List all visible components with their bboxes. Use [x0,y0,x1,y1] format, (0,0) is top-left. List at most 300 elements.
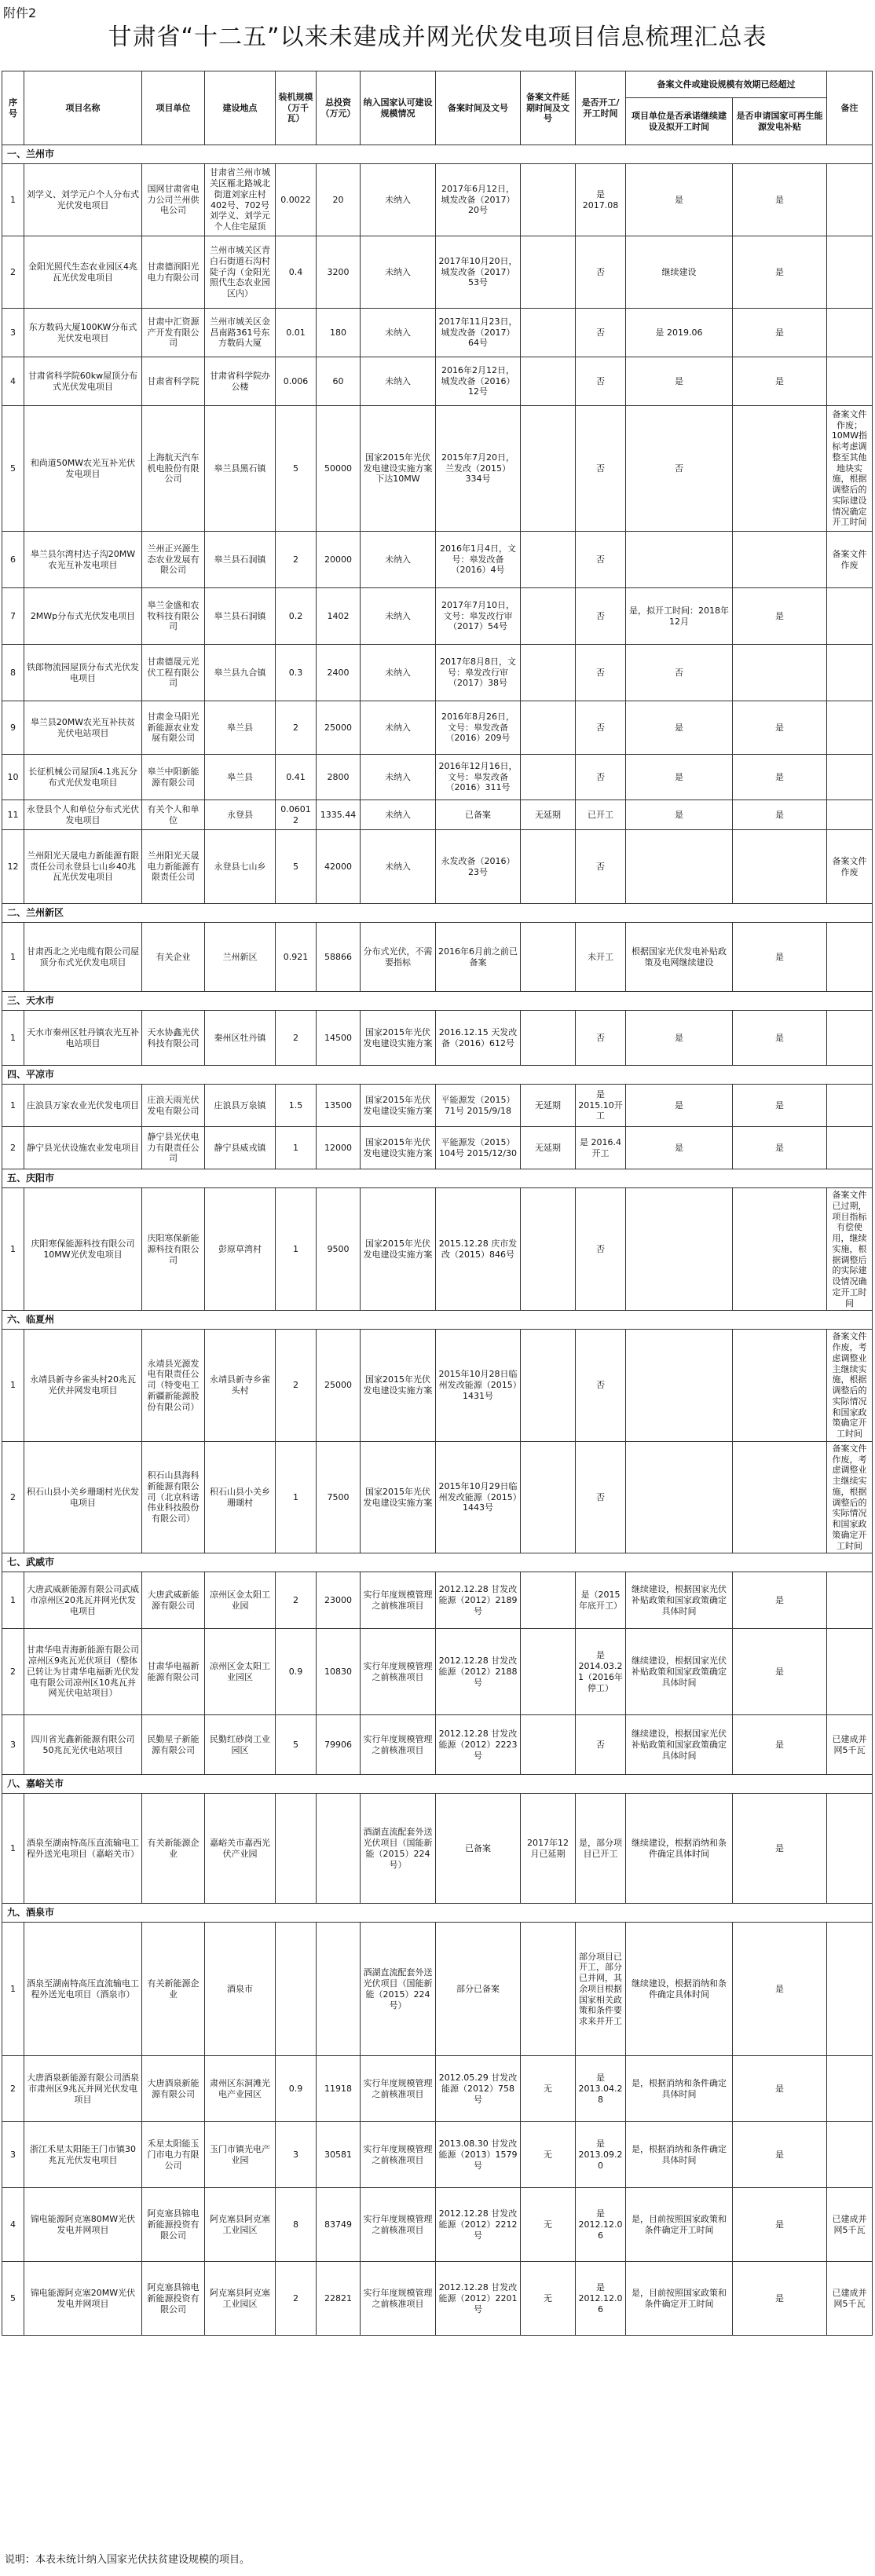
table-row [2,236,873,309]
header-remark: 备注 [827,71,873,145]
cell-location: 肃州区东洞滩光电产业园区 [205,2056,276,2122]
cell-started: 否 [576,236,626,309]
cell-location: 皋兰县 [205,701,276,755]
cell-no: 3 [2,309,24,357]
cell-no: 11 [2,800,24,830]
cell-investment: 58866 [317,923,361,992]
cell-location: 甘肃省科学院办公楼 [205,357,276,406]
cell-company: 兰州正兴源生态农业发展有限公司 [142,532,205,588]
cell-remark [827,236,873,309]
cell-cont: 继续建设，根据消纳和条件确定具体时间 [626,1794,733,1904]
cell-company: 甘肃省科学院 [142,357,205,406]
cell-filing: 2012.12.28 甘发改能源（2012）2223号 [436,1715,521,1775]
cell-subsidy: 是 [733,701,827,755]
cell-remark: 备案文件作废，考虑调整业主继续实施，根据调整后的实际情况和国家政策确定开工时间 [827,1441,873,1553]
cell-included: 国家2015年光伏发电建设实施方案 [361,1441,436,1553]
cell-extension [521,1923,576,2056]
cell-name: 皋兰县20MW农光互补扶贫光伏电站项目 [24,701,142,755]
cell-cont: 是，目前按照国家政策和条件确定开工时间 [626,2262,733,2336]
cell-investment: 30581 [317,2122,361,2188]
cell-investment: 1402 [317,588,361,645]
cell-subsidy: 是 [733,2262,827,2336]
cell-subsidy: 是 [733,588,827,645]
cell-capacity: 0.0022 [276,164,317,236]
cell-extension [521,701,576,755]
cell-cont: 继续建设 [626,236,733,309]
cell-cont: 是 [626,357,733,406]
cell-subsidy: 是 [733,1572,827,1629]
cell-company: 民勤星子新能源有限公司 [142,1715,205,1775]
cell-no: 1 [2,1794,24,1904]
section-title: 三、天水市 [2,992,873,1011]
cell-name: 浙江禾星太阳能王门市镇30兆瓦光伏发电项目 [24,2122,142,2188]
cell-started: 是（2015年底开工） [576,1572,626,1629]
cell-subsidy: 是 [733,1085,827,1127]
cell-investment: 11918 [317,2056,361,2122]
table-row [2,532,873,588]
cell-extension: 无 [521,2122,576,2188]
cell-capacity: 0.9 [276,2056,317,2122]
cell-name: 长征机械公司屋顶4.1兆瓦分布式光伏发电项目 [24,755,142,800]
table-row [2,701,873,755]
cell-started: 未开工 [576,923,626,992]
cell-included: 国家2015年光伏发电建设实施方案 [361,1011,436,1066]
cell-no: 1 [2,1572,24,1629]
cell-company: 国网甘肃省电力公司兰州供电公司 [142,164,205,236]
cell-no: 5 [2,406,24,532]
cell-remark [827,1923,873,2056]
cell-subsidy [733,645,827,701]
cell-capacity: 1 [276,1188,317,1311]
cell-filing: 2016年6月前之前已备案 [436,923,521,992]
cell-filing: 2012.12.28 甘发改能源（2012）2201号 [436,2262,521,2336]
cell-remark: 备案文件作废，考虑调整业主继续实施，根据调整后的实际情况和国家政策确定开工时间 [827,1330,873,1442]
cell-location: 兰州市城关区青白石街道石沟村陡子沟（金阳光照代生态农业园区内） [205,236,276,309]
cell-cont: 是，目前按照国家政策和条件确定开工时间 [626,2188,733,2262]
cell-name: 永登县个人和单位分布式光伏发电项目 [24,800,142,830]
cell-capacity: 3 [276,2122,317,2188]
cell-included: 未纳入 [361,755,436,800]
cell-remark [827,755,873,800]
cell-included: 未纳入 [361,164,436,236]
cell-started: 否 [576,755,626,800]
cell-included: 未纳入 [361,830,436,904]
cell-investment [317,1794,361,1904]
cell-filing: 2017年11月23日，城发改备（2017）64号 [436,309,521,357]
table-row [2,2262,873,2336]
cell-subsidy: 是 [733,923,827,992]
cell-extension: 无 [521,2056,576,2122]
cell-no: 4 [2,2188,24,2262]
cell-location: 凉州区金太阳工业园区 [205,1629,276,1715]
cell-investment: 14500 [317,1011,361,1066]
cell-cont: 继续建设，根据消纳和条件确定具体时间 [626,1923,733,2056]
cell-investment: 25000 [317,701,361,755]
cell-investment: 25000 [317,1330,361,1442]
cell-started: 否 [576,645,626,701]
cell-extension [521,923,576,992]
cell-started: 是2012.12.06 [576,2262,626,2336]
cell-filing: 2015年10月28日临州发改能源（2015）1431号 [436,1330,521,1442]
cell-capacity: 2 [276,1011,317,1066]
cell-remark [827,701,873,755]
cell-cont: 是 [626,1011,733,1066]
cell-no: 1 [2,1923,24,2056]
cell-remark [827,1629,873,1715]
cell-capacity: 0.01 [276,309,317,357]
page-title: 甘肃省“十二五”以来未建成并网光伏发电项目信息梳理汇总表 [108,24,767,51]
cell-investment: 10830 [317,1629,361,1715]
cell-capacity: 5 [276,830,317,904]
cell-extension [521,830,576,904]
cell-filing: 2017年10月20日，城发改备（2017）53号 [436,236,521,309]
cell-name: 甘肃华电青海新能源有限公司凉州区9兆瓦光伏项目（整体已转让为甘肃华电福新光伏发电有限公司凉州区10兆瓦并网光伏电站项目） [24,1629,142,1715]
cell-no: 8 [2,645,24,701]
cell-location: 凉州区金太阳工业园 [205,1572,276,1629]
cell-company: 大唐武威新能源有限公司 [142,1572,205,1629]
cell-remark: 已建成并网5千瓦 [827,1715,873,1775]
header-continue: 项目单位是否承诺继续建设及拟开工时间 [626,98,733,145]
cell-filing: 2015.12.28 庆市发改（2015）846号 [436,1188,521,1311]
cell-started: 否 [576,1715,626,1775]
cell-investment: 22821 [317,2262,361,2336]
cell-name: 积石山县小关乡珊瑚村光伏发电项目 [24,1441,142,1553]
cell-included: 实行年度规模管理之前核准项目 [361,1629,436,1715]
cell-investment: 12000 [317,1127,361,1169]
cell-remark: 备案文件作废 [827,830,873,904]
table-row [2,1629,873,1715]
cell-extension [521,1572,576,1629]
cell-no: 2 [2,1127,24,1169]
cell-location: 永登县 [205,800,276,830]
table-row [2,1923,873,2056]
cell-company: 静宁县光伏电力有限责任公司 [142,1127,205,1169]
cell-name: 永靖县新寺乡雀头村20兆瓦光伏并网发电项目 [24,1330,142,1442]
cell-remark [827,1085,873,1127]
cell-company: 兰州阳光天晟电力新能源有限责任公司 [142,830,205,904]
cell-extension [521,164,576,236]
project-table [2,71,873,2336]
cell-cont: 否 [626,406,733,532]
cell-capacity: 0.41 [276,755,317,800]
cell-started: 是2013.09.20 [576,2122,626,2188]
cell-no: 2 [2,2056,24,2122]
header-company: 项目单位 [142,71,205,145]
cell-subsidy: 是 [733,1923,827,2056]
section-header-row [2,1066,873,1085]
cell-location: 积石山县小关乡珊瑚村 [205,1441,276,1553]
cell-extension [521,645,576,701]
cell-extension [521,1011,576,1066]
cell-company: 庆阳寒保新能源科技有限公司 [142,1188,205,1311]
table-row [2,1715,873,1775]
cell-filing: 2012.05.29 甘发改能源（2012）758号 [436,2056,521,2122]
section-header-row [2,1553,873,1572]
table-row [2,309,873,357]
cell-investment: 79906 [317,1715,361,1775]
cell-cont: 根据国家光伏发电补贴政策及电网继续建设 [626,923,733,992]
cell-remark: 备案文件作废；10MW指标考虑调整至其他地块实施，根据调整后的实际建设情况确定开工时间 [827,406,873,532]
cell-no: 1 [2,1188,24,1311]
cell-remark: 已建成并网5千瓦 [827,2262,873,2336]
cell-started: 否 [576,1441,626,1553]
cell-location: 兰州市城关区金昌南路361号东方数码大厦 [205,309,276,357]
cell-location: 皋兰县黑石镇 [205,406,276,532]
cell-no: 1 [2,923,24,992]
table-row [2,1572,873,1629]
cell-included: 酒湖直流配套外送光伏项目（国能新能（2015）224号） [361,1923,436,2056]
cell-started: 否 [576,309,626,357]
cell-subsidy: 是 [733,2056,827,2122]
cell-location: 皋兰县石洞镇 [205,588,276,645]
cell-no: 2 [2,1441,24,1553]
cell-extension [521,309,576,357]
cell-remark [827,164,873,236]
cell-investment: 1335.44 [317,800,361,830]
table-row [2,800,873,830]
cell-included: 未纳入 [361,588,436,645]
cell-started: 否 [576,1330,626,1442]
cell-filing: 2012.12.28 甘发改能源（2012）2212号 [436,2188,521,2262]
cell-company: 皋兰中阳新能源有限公司 [142,755,205,800]
table-row [2,755,873,800]
cell-name: 铁郎物流园屋顶分布式光伏发电项目 [24,645,142,701]
cell-no: 4 [2,357,24,406]
cell-cont: 是 [626,1127,733,1169]
cell-subsidy [733,830,827,904]
cell-location: 民勤红砂岗工业园区 [205,1715,276,1775]
cell-started: 否 [576,532,626,588]
cell-no: 2 [2,1629,24,1715]
cell-started: 否 [576,1188,626,1311]
cell-remark [827,1794,873,1904]
cell-extension [521,588,576,645]
cell-name: 锦电能源阿克塞80MW光伏发电并网项目 [24,2188,142,2262]
cell-company: 庄浪天雨光伏发电有限公司 [142,1085,205,1127]
cell-subsidy: 是 [733,236,827,309]
cell-cont: 是 [626,164,733,236]
cell-capacity: 8 [276,2188,317,2262]
cell-started: 是 2016.4开工 [576,1127,626,1169]
cell-location: 皋兰县 [205,755,276,800]
header-extension: 备案文件延期时间及文号 [521,71,576,145]
cell-filing: 2013.08.30 甘发改能源（2013）1579号 [436,2122,521,2188]
cell-no: 3 [2,2122,24,2188]
section-header-row [2,145,873,164]
cell-started: 是 2014.03.21（2016年停工） [576,1629,626,1715]
cell-extension [521,1330,576,1442]
cell-filing: 2012.12.28 甘发改能源（2012）2189号 [436,1572,521,1629]
cell-location: 兰州新区 [205,923,276,992]
cell-remark [827,1127,873,1169]
cell-remark [827,923,873,992]
cell-cont: 是 2019.06 [626,309,733,357]
section-title: 五、庆阳市 [2,1169,873,1188]
cell-investment: 9500 [317,1188,361,1311]
cell-filing: 2012.12.28 甘发改能源（2012）2188号 [436,1629,521,1715]
cell-subsidy: 是 [733,309,827,357]
cell-subsidy: 是 [733,1127,827,1169]
cell-extension: 无 [521,2262,576,2336]
cell-name: 甘肃省科学院60kw屋顶分布式光伏发电项目 [24,357,142,406]
cell-filing: 2016.12.15 天发改备（2016）612号 [436,1011,521,1066]
cell-location: 秦州区牡丹镇 [205,1011,276,1066]
cell-filing: 2016年1月4日，文号：皋发改备（2016）4号 [436,532,521,588]
cell-capacity: 5 [276,1715,317,1775]
cell-started: 是 2017.08 [576,164,626,236]
table-row [2,406,873,532]
cell-remark: 备案文件已过期，项目指标有偿使用，继续实施，根据调整后的实际建设情况确定开工时间 [827,1188,873,1311]
cell-investment: 20000 [317,532,361,588]
cell-company: 甘肃德晟元光伏工程有限公司 [142,645,205,701]
section-title: 九、酒泉市 [2,1904,873,1923]
cell-name: 庆阳寒保能源科技有限公司10MW光伏发电项目 [24,1188,142,1311]
cell-extension: 无延期 [521,1127,576,1169]
cell-cont: 继续建设，根据国家光伏补贴政策和国家政策确定具体时间 [626,1715,733,1775]
section-header-row [2,992,873,1011]
cell-name: 大唐武威新能源有限公司武威市凉州区20兆瓦并网光伏发电项目 [24,1572,142,1629]
cell-filing: 2016年2月12日，城发改备（2016）12号 [436,357,521,406]
table-header [2,71,873,145]
cell-started: 否 [576,830,626,904]
cell-cont: 是 [626,701,733,755]
cell-included: 国家2015年光伏发电建设实施方案下达10MW [361,406,436,532]
cell-extension: 无 [521,2188,576,2262]
cell-name: 金阳光照代生态农业园区4兆瓦光伏发电项目 [24,236,142,309]
cell-location: 酒泉市 [205,1923,276,2056]
cell-name: 庄浪县万家农业光伏发电项目 [24,1085,142,1127]
cell-company: 禾星太阳能玉门市电力有限公司 [142,2122,205,2188]
header-included: 纳入国家认可建设规模情况 [361,71,436,145]
cell-cont [626,1441,733,1553]
cell-location: 阿克塞县阿克塞工业园区 [205,2188,276,2262]
cell-location: 嘉峪关市嘉西光伏产业园 [205,1794,276,1904]
cell-cont: 是 [626,755,733,800]
cell-included: 实行年度规模管理之前核准项目 [361,2262,436,2336]
cell-remark: 备案文件作废 [827,532,873,588]
cell-location: 庄浪县万泉镇 [205,1085,276,1127]
table-row [2,588,873,645]
cell-investment [317,1923,361,2056]
cell-capacity: 2 [276,1330,317,1442]
table-row [2,1794,873,1904]
section-title: 四、平凉市 [2,1066,873,1085]
cell-cont [626,1188,733,1311]
cell-company: 皋兰金盛和农牧科技有限公司 [142,588,205,645]
cell-included: 实行年度规模管理之前核准项目 [361,1572,436,1629]
footnote: 说明：本表未统计纳入国家光伏扶贫建设规模的项目。 [5,2554,251,2566]
cell-subsidy [733,532,827,588]
header-investment: 总投资（万元） [317,71,361,145]
cell-extension [521,357,576,406]
header-name: 项目名称 [24,71,142,145]
cell-capacity: 0.2 [276,588,317,645]
cell-no: 10 [2,755,24,800]
cell-filing: 2015年10月29日临州发改能源（2015）1443号 [436,1441,521,1553]
cell-extension [521,236,576,309]
cell-cont: 继续建设，根据国家光伏补贴政策和国家政策确定具体时间 [626,1572,733,1629]
table-row [2,1441,873,1553]
cell-included: 未纳入 [361,800,436,830]
header-group: 备案文件或建设规模有效期已经超过 [626,71,827,98]
cell-included: 酒湖直流配套外送光伏项目（国能新能（2015）224号） [361,1794,436,1904]
cell-no: 7 [2,588,24,645]
cell-no: 12 [2,830,24,904]
cell-extension [521,1629,576,1715]
section-header-row [2,904,873,923]
appendix-label: 附件2 [3,5,37,20]
cell-cont: 是 [626,1085,733,1127]
cell-included: 国家2015年光伏发电建设实施方案 [361,1188,436,1311]
cell-remark [827,1011,873,1066]
cell-included: 国家2015年光伏发电建设实施方案 [361,1127,436,1169]
table-row [2,2056,873,2122]
cell-name: 静宁县光伏设施农业发电项目 [24,1127,142,1169]
cell-filing: 2017年8月8日，文号：皋发改行审（2017）38号 [436,645,521,701]
cell-location: 阿克塞县阿克塞工业园区 [205,2262,276,2336]
cell-cont: 是，拟开工时间：2018年12月 [626,588,733,645]
section-title: 七、武威市 [2,1553,873,1572]
cell-subsidy: 是 [733,164,827,236]
cell-filing: 2016年12月16日，文号：皋发改备（2016）311号 [436,755,521,800]
cell-name: 锦电能源阿克塞20MW光伏发电并网项目 [24,2262,142,2336]
section-title: 一、兰州市 [2,145,873,164]
cell-company: 有关新能源企业 [142,1923,205,2056]
cell-company: 有关个人和单位 [142,800,205,830]
cell-name: 兰州阳光天晟电力新能源有限责任公司永登县七山乡40兆瓦光伏发电项目 [24,830,142,904]
cell-filing: 2016年8月26日，文号：皋发改备（2016）209号 [436,701,521,755]
cell-remark: 已建成并网5千瓦 [827,2188,873,2262]
table-row [2,357,873,406]
cell-capacity: 0.3 [276,645,317,701]
cell-company: 甘肃华电福新能源有限公司 [142,1629,205,1715]
cell-included: 分布式光伏，不需要指标 [361,923,436,992]
cell-started: 否 [576,406,626,532]
table-row [2,1011,873,1066]
header-started: 是否开工/开工时间 [576,71,626,145]
header-seq: 序号 [2,71,24,145]
section-title: 六、临夏州 [2,1311,873,1330]
cell-subsidy: 是 [733,1629,827,1715]
cell-included: 实行年度规模管理之前核准项目 [361,2188,436,2262]
cell-location: 永靖县新寺乡雀头村 [205,1330,276,1442]
cell-filing: 已备案 [436,800,521,830]
cell-cont [626,1330,733,1442]
cell-cont: 是，根据消纳和条件确定具体时间 [626,2056,733,2122]
cell-remark [827,2056,873,2122]
cell-included: 未纳入 [361,532,436,588]
cell-no: 2 [2,236,24,309]
cell-extension: 无延期 [521,800,576,830]
cell-subsidy: 是 [733,357,827,406]
cell-investment: 2400 [317,645,361,701]
cell-no: 9 [2,701,24,755]
cell-extension: 无延期 [521,1085,576,1127]
cell-capacity [276,1923,317,2056]
cell-location: 彭原草湾村 [205,1188,276,1311]
cell-company: 甘肃德润阳光电力有限公司 [142,236,205,309]
cell-extension [521,755,576,800]
cell-started: 否 [576,588,626,645]
cell-location: 永登县七山乡 [205,830,276,904]
cell-subsidy: 是 [733,755,827,800]
cell-remark [827,645,873,701]
cell-subsidy: 是 [733,800,827,830]
cell-included: 国家2015年光伏发电建设实施方案 [361,1085,436,1127]
header-capacity: 装机规模（万千瓦） [276,71,317,145]
table-row [2,830,873,904]
cell-no: 1 [2,1330,24,1442]
